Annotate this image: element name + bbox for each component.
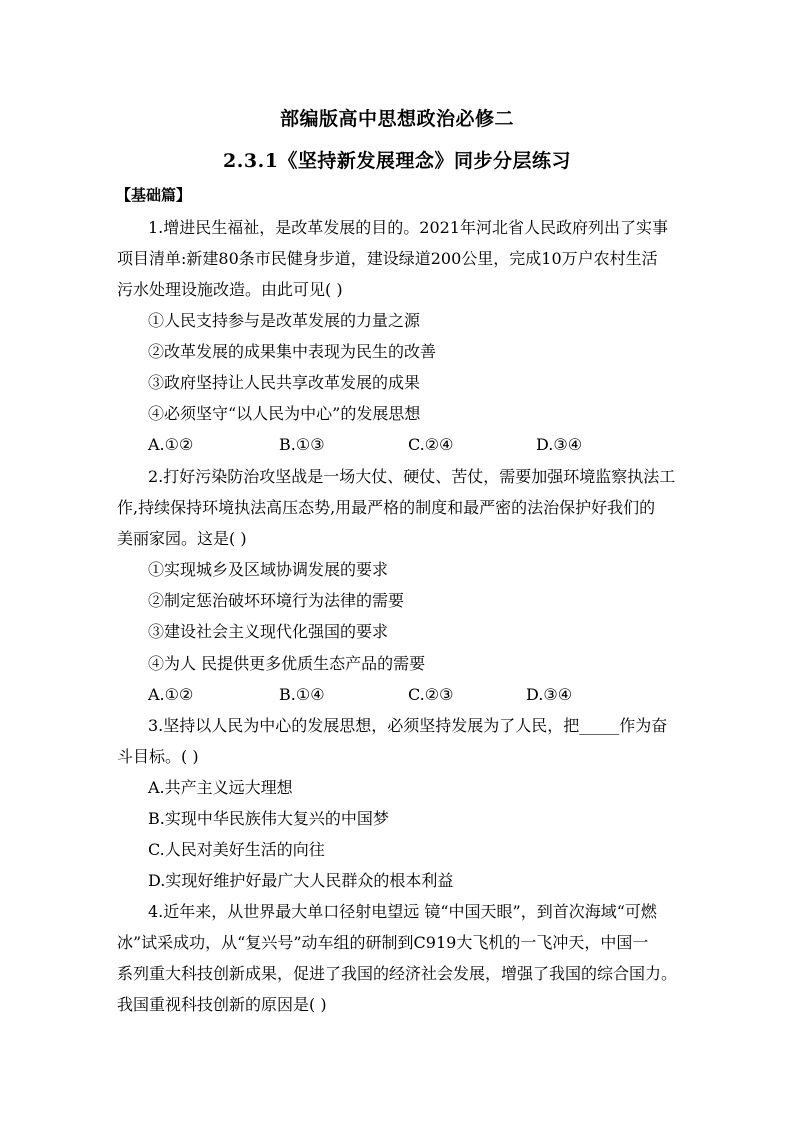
- question-2-statement-2: ②制定惩治破坏环境行为法律的需要: [148, 591, 405, 610]
- question-1-option-b[interactable]: B.①③: [279, 435, 325, 454]
- question-2-option-b[interactable]: B.①④: [279, 685, 325, 704]
- question-1-line-3: 污水处理设施改造。由此可见( ): [117, 280, 343, 299]
- question-3-choice-a[interactable]: A.共产主义远大理想: [148, 778, 293, 797]
- question-2-line-1: 2.打好污染防治攻坚战是一场大仗、硬仗、苦仗，需要加强环境监察执法工: [148, 467, 676, 486]
- question-3-line-1: 3.坚持以人民为中心的发展思想，必须坚持发展为了人民，把_____作为奋: [148, 716, 668, 735]
- section-label: 【基础篇】: [116, 186, 192, 204]
- question-2-option-c[interactable]: C.②③: [408, 685, 454, 704]
- question-4-line-2: 冰”试采成功，从“复兴号”动车组的研制到C919大飞机的一飞冲天，中国一: [117, 933, 649, 952]
- question-1-statement-4: ④必须坚守“以人民为中心”的发展思想: [148, 404, 421, 423]
- question-3-choice-c[interactable]: C.人民对美好生活的向往: [148, 840, 325, 859]
- question-1-statement-1: ①人民支持参与是改革发展的力量之源: [148, 311, 421, 330]
- question-1-line-2: 项目清单:新建80条市民健身步道，建设绿道200公里，完成10万户农村生活: [117, 249, 658, 268]
- question-2-statement-4: ④为人 民提供更多优质生态产品的需要: [148, 654, 426, 673]
- question-2-option-a[interactable]: A.①②: [148, 685, 194, 704]
- question-3-choice-d[interactable]: D.实现好维护好最广大人民群众的根本利益: [148, 871, 454, 890]
- question-2-statement-3: ③建设社会主义现代化强国的要求: [148, 622, 389, 641]
- question-1-option-c[interactable]: C.②④: [408, 435, 454, 454]
- question-4-line-4: 我国重视科技创新的原因是( ): [117, 995, 327, 1014]
- document-subtitle: 2.3.1《坚持新发展理念》同步分层练习: [223, 150, 571, 172]
- document-title: 部编版高中思想政治必修二: [279, 108, 514, 130]
- question-1-line-1: 1.增进民生福祉，是改革发展的目的。2021年河北省人民政府列出了实事: [148, 218, 668, 237]
- question-4-line-1: 4.近年来，从世界最大单口径射电望远 镜“中国天眼”，到首次海域“可燃: [148, 902, 657, 921]
- question-1-option-a[interactable]: A.①②: [148, 435, 194, 454]
- question-1-statement-2: ②改革发展的成果集中表现为民生的改善: [148, 342, 437, 361]
- question-3-choice-b[interactable]: B.实现中华民族伟大复兴的中国梦: [148, 809, 389, 828]
- question-1-statement-3: ③政府坚持让人民共享改革发展的成果: [148, 373, 421, 392]
- question-2-statement-1: ①实现城乡及区域协调发展的要求: [148, 560, 389, 579]
- question-3-line-2: 斗目标。( ): [117, 747, 199, 766]
- question-2-line-2: 作,持续保持环境执法高压态势,用最严格的制度和最严密的法治保护好我们的: [117, 498, 656, 517]
- question-2-line-3: 美丽家园。这是( ): [117, 529, 247, 548]
- question-2-option-d[interactable]: D.③④: [526, 685, 573, 704]
- question-4-line-3: 系列重大科技创新成果，促进了我国的经济社会发展，增强了我国的综合国力。: [117, 964, 678, 983]
- question-1-option-d[interactable]: D.③④: [536, 435, 583, 454]
